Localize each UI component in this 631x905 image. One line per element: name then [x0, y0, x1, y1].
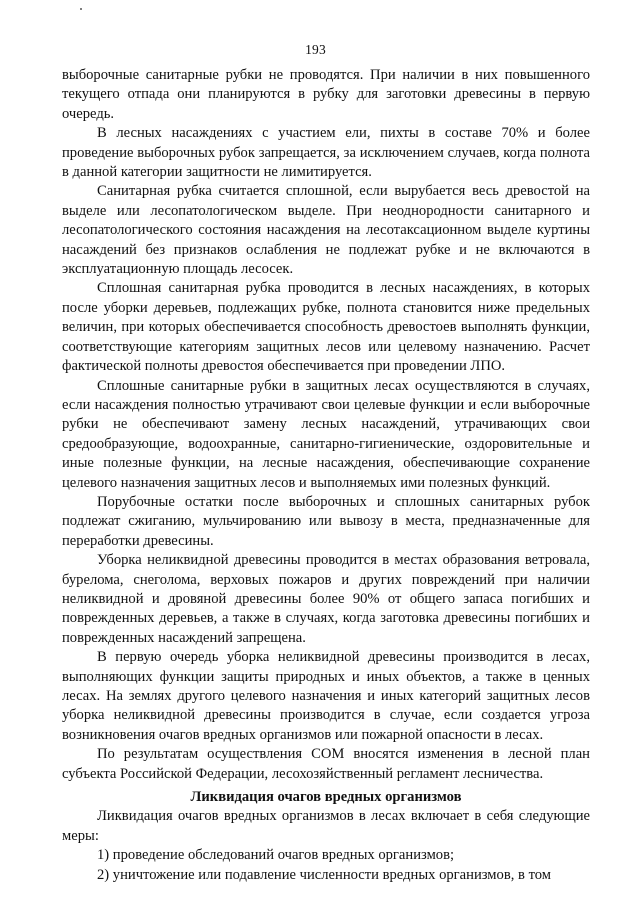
- paragraph-protective-forests: Сплошные санитарные рубки в защитных лесах осуществляются в случаях, если насаждения полностью утрачивают свои целевые функции и если выборочные рубки не обеспечивают замену лесных насаждений, утрачивающих свои средообразующие, водоохранные, санитарно-гигиенические, оздоровительные и иные полезные функции, на лесные насаждения, обеспечивающие сохранение целевого назначения защитных лесов и выполняемых ими полезных функций.: [62, 377, 590, 491]
- page-body: [62, 66, 590, 885]
- paragraph-forest-plan-changes: По результатам осуществления СОМ вносятся изменения в лесной план субъекта Российской Федерации, лесохозяйственный регламент лесничества.: [62, 746, 590, 782]
- paragraph-logging-residues: Порубочные остатки после выборочных и сплошных санитарных рубок подлежат сжиганию, мульчированию или вывозу в места, предназначенные для переработки древесины.: [62, 493, 590, 549]
- paragraph-measures-intro: Ликвидация очагов вредных организмов в лесах включает в себя следующие меры:: [62, 808, 590, 844]
- scan-speck: [80, 8, 82, 10]
- paragraph-spruce-fir: В лесных насаждениях с участием ели, пихты в составе 70% и более проведение выборочных рубок запрещается, за исключением случаев, когда полнота в данной категории защитности не лимитируется.: [62, 125, 590, 181]
- section-heading: Ликвидация очагов вредных организмов: [190, 789, 462, 806]
- list-item-2: 2) уничтожение или подавление численности вредных организмов, в том: [97, 866, 552, 883]
- list-item-1: 1) проведение обследований очагов вредных организмов;: [97, 847, 455, 864]
- paragraph-illiquid-wood: Уборка неликвидной древесины проводится в местах образования ветровала, бурелома, снеголома, верховых пожаров и других повреждений при наличии неликвидной и дровяной древесины более 90% от общего запаса погибших и поврежденных деревьев, а также в случаях, когда заготовка древесины погибших и поврежденных насаждений запрещена.: [62, 552, 590, 646]
- paragraph-clear-cutting-definition: Санитарная рубка считается сплошной, если вырубается весь древостой на выделе или лесопатологическом выделе. При неоднородности санитарного и лесопатологического состояния насаждения на лесотаксационном выделе куртины насаждений без признаков ослабления не подлежат рубке и не включаются в эксплуатационную площадь лесосек.: [62, 183, 590, 278]
- paragraph-continuation: выборочные санитарные рубки не проводятся. При наличии в них повышенного текущего отпада они планируются в рубку для заготовки древесины в первую очередь.: [62, 67, 590, 122]
- paragraph-clear-cutting-conditions: Сплошная санитарная рубка проводится в лесных насаждениях, в которых после уборки деревьев, подлежащих рубке, полнота становится ниже предельных величин, при которых обеспечивается способность древостоев выполнять функции, соответствующие категориям защитных лесов или целевому назначению. Расчет фактической полноты древостоя обеспечивается при проведении ЛПО.: [62, 280, 590, 375]
- page-number: 193: [305, 42, 326, 57]
- paragraph-priority-removal: В первую очередь уборка неликвидной древесины производится в лесах, выполняющих функции защиты природных и иных объектов, а также в ценных лесах. На землях другого целевого назначения и иных категорий защитных лесов уборка неликвидной древесины производится в случае, если создается угроза возникновения очагов вредных организмов или пожарной опасности в лесах.: [62, 649, 590, 743]
